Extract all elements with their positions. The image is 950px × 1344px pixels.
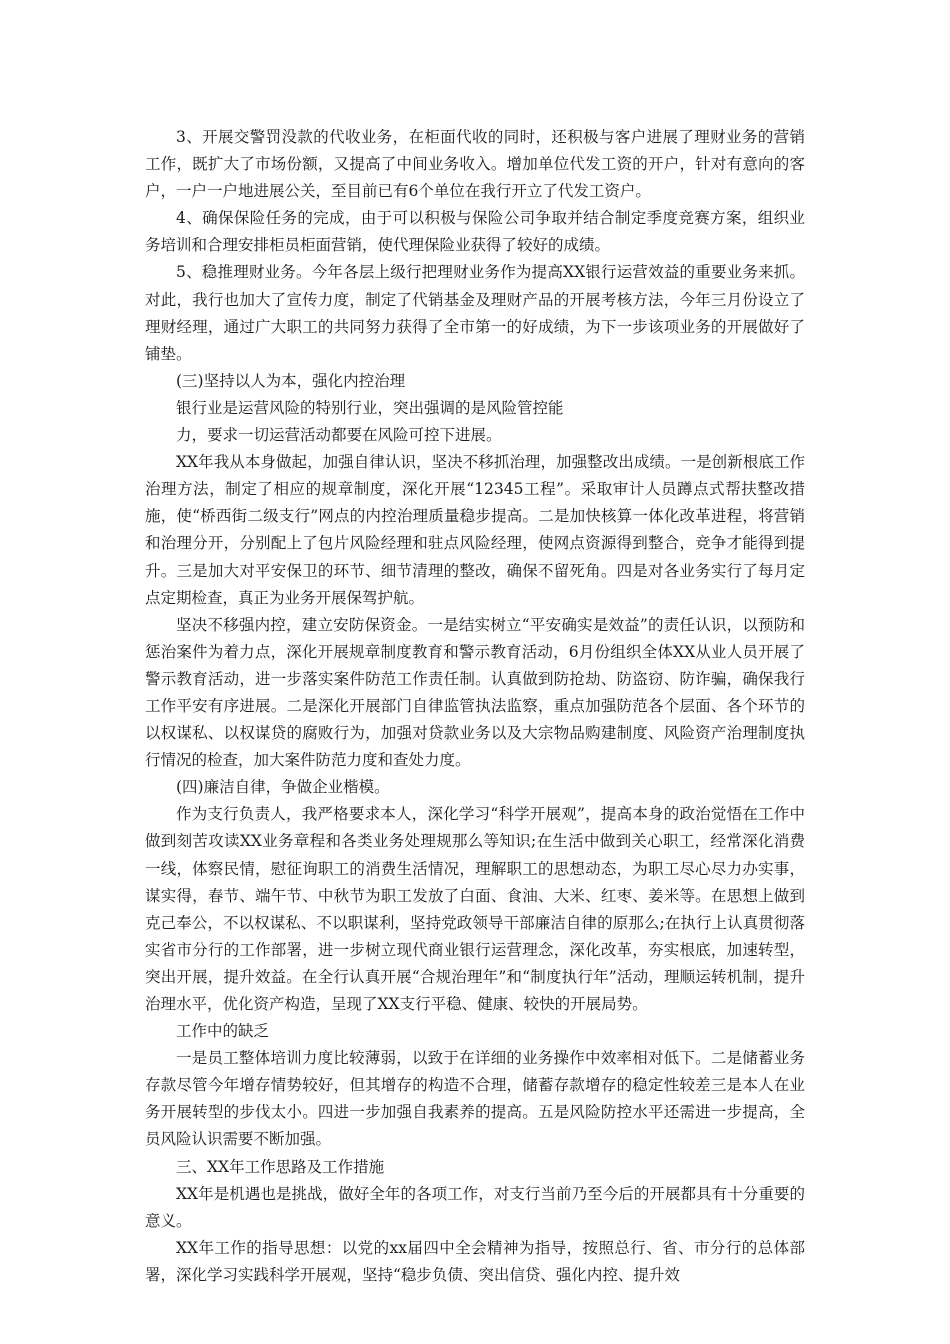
paragraph-risk-intro-line2: 力，要求一切运营活动都要在风险可控下进展。 xyxy=(176,426,502,445)
paragraph-security-control: 坚决不移强内控，建立安防保资金。一是结实树立“平安确实是效益”的责任认识，以预防和惩治案件为着力点，深化开展规章制度教育和警示教育活动，6月份组织全体XX从业人员开展了警示教育活动，进一步落实案件防范工作责任制。认真做到防抢劫、防盗窃、防诈骗，确保我行工作平安有序进展。二是深化开展部门自律监管执法监察，重点加强防范各个层面、各个环节的以权谋私、以权谋贷的腐败行为，加强对贷款业务以及大宗物品购建制度、风险资产治理制度执行情况的检查，加大案件防范力度和查处力度。 xyxy=(145,615,805,770)
document-body xyxy=(145,124,805,1289)
paragraph-agency-collection: 3、开展交警罚没款的代收业务，在柜面代收的同时，还积极与客户进展了理财业务的营销工作，既扩大了市场份额，又提高了中间业务收入。增加单位代发工资的开户，针对有意向的客户，一户一户地进展公关，至目前已有6个单位在我行开立了代发工资户。 xyxy=(145,128,805,201)
paragraph-self-discipline-management: XX年我从本身做起，加强自律认识，坚决不移抓治理，加强整改出成绩。一是创新根底工作治理方法，制定了相应的规章制度，深化开展“12345工程”。采取审计人员蹲点式帮扶整改措施，使“桥西街二级支行”网点的内控治理质量稳步提高。二是加快核算一体化改革进程，将营销和治理分开，分别配上了包片风险经理和驻点风险经理，使网点资源得到整合，竞争才能得到提升。三是加大对平安保卫的环节、细节清理的整改，确保不留死角。四是对各业务实行了每月定点定期检查，真正为业务开展保驾护航。 xyxy=(145,453,805,607)
paragraph-wealth-management: 5、稳推理财业务。今年各层上级行把理财业务作为提高XX银行运营效益的重要业务来抓。对此，我行也加大了宣传力度，制定了代销基金及理财产品的开展考核方法，今年三月份设立了理财经理，通过广大职工的共同努力获得了全市第一的好成绩，为下一步该项业务的开展做好了铺垫。 xyxy=(145,263,805,363)
paragraph-opportunity: XX年是机遇也是挑战，做好全年的各项工作，对支行当前乃至今后的开展都具有十分重要的意义。 xyxy=(145,1184,805,1230)
paragraph-risk-intro-line1: 银行业是运营风险的特别行业，突出强调的是风险管控能 xyxy=(176,398,564,417)
section-heading-internal-control: (三)坚持以人为本，强化内控治理 xyxy=(176,371,406,390)
paragraph-guiding-thought: XX年工作的指导思想：以党的xx届四中全会精神为指导，按照总行、省、市分行的总体部署，深化学习实践科学开展观，坚持“稳步负债、突出信贷、强化内控、提升效 xyxy=(145,1238,805,1284)
section-heading-integrity: (四)廉洁自律，争做企业楷模。 xyxy=(176,778,390,797)
section-heading-work-plan: 三、XX年工作思路及工作措施 xyxy=(176,1157,385,1176)
paragraph-shortcomings: 一是员工整体培训力度比较薄弱，以致于在详细的业务操作中效率相对低下。二是储蓄业务存款尽管今年增存情势较好，但其增存的构造不合理，储蓄存款增存的稳定性较差三是本人在业务开展转型的步伐太小。四进一步加强自我素养的提高。五是风险防控水平还需进一步提高，全员风险认识需要不断加强。 xyxy=(145,1049,805,1149)
paragraph-branch-leader: 作为支行负责人，我严格要求本人，深化学习“科学开展观”，提高本身的政治觉悟在工作中做到刻苦攻读XX业务章程和各类业务处理规那么等知识;在生活中做到关心职工，经常深化消费一线，体察民情，慰征询职工的消费生活情况，理解职工的思想动态，为职工尽心尽力办实事，谋实得，春节、端午节、中秋节为职工发放了白面、食油、大米、红枣、姜米等。在思想上做到克己奉公，不以权谋私、不以职谋利，坚持党政领导干部廉洁自律的原那么;在执行上认真贯彻落实省市分行的工作部署，进一步树立现代商业银行运营理念，深化改革，夯实根底，加速转型，突出开展，提升效益。在全行认真开展“合规治理年”和“制度执行年”活动，理顺运转机制，提升治理水平，优化资产构造，呈现了XX支行平稳、健康、较快的开展局势。 xyxy=(145,805,805,1013)
paragraph-insurance: 4、确保保险任务的完成，由于可以积极与保险公司争取并结合制定季度竞赛方案，组织业务培训和合理安排柜员柜面营销，使代理保险业获得了较好的成绩。 xyxy=(145,209,805,255)
section-heading-shortcomings: 工作中的缺乏 xyxy=(176,1022,270,1041)
